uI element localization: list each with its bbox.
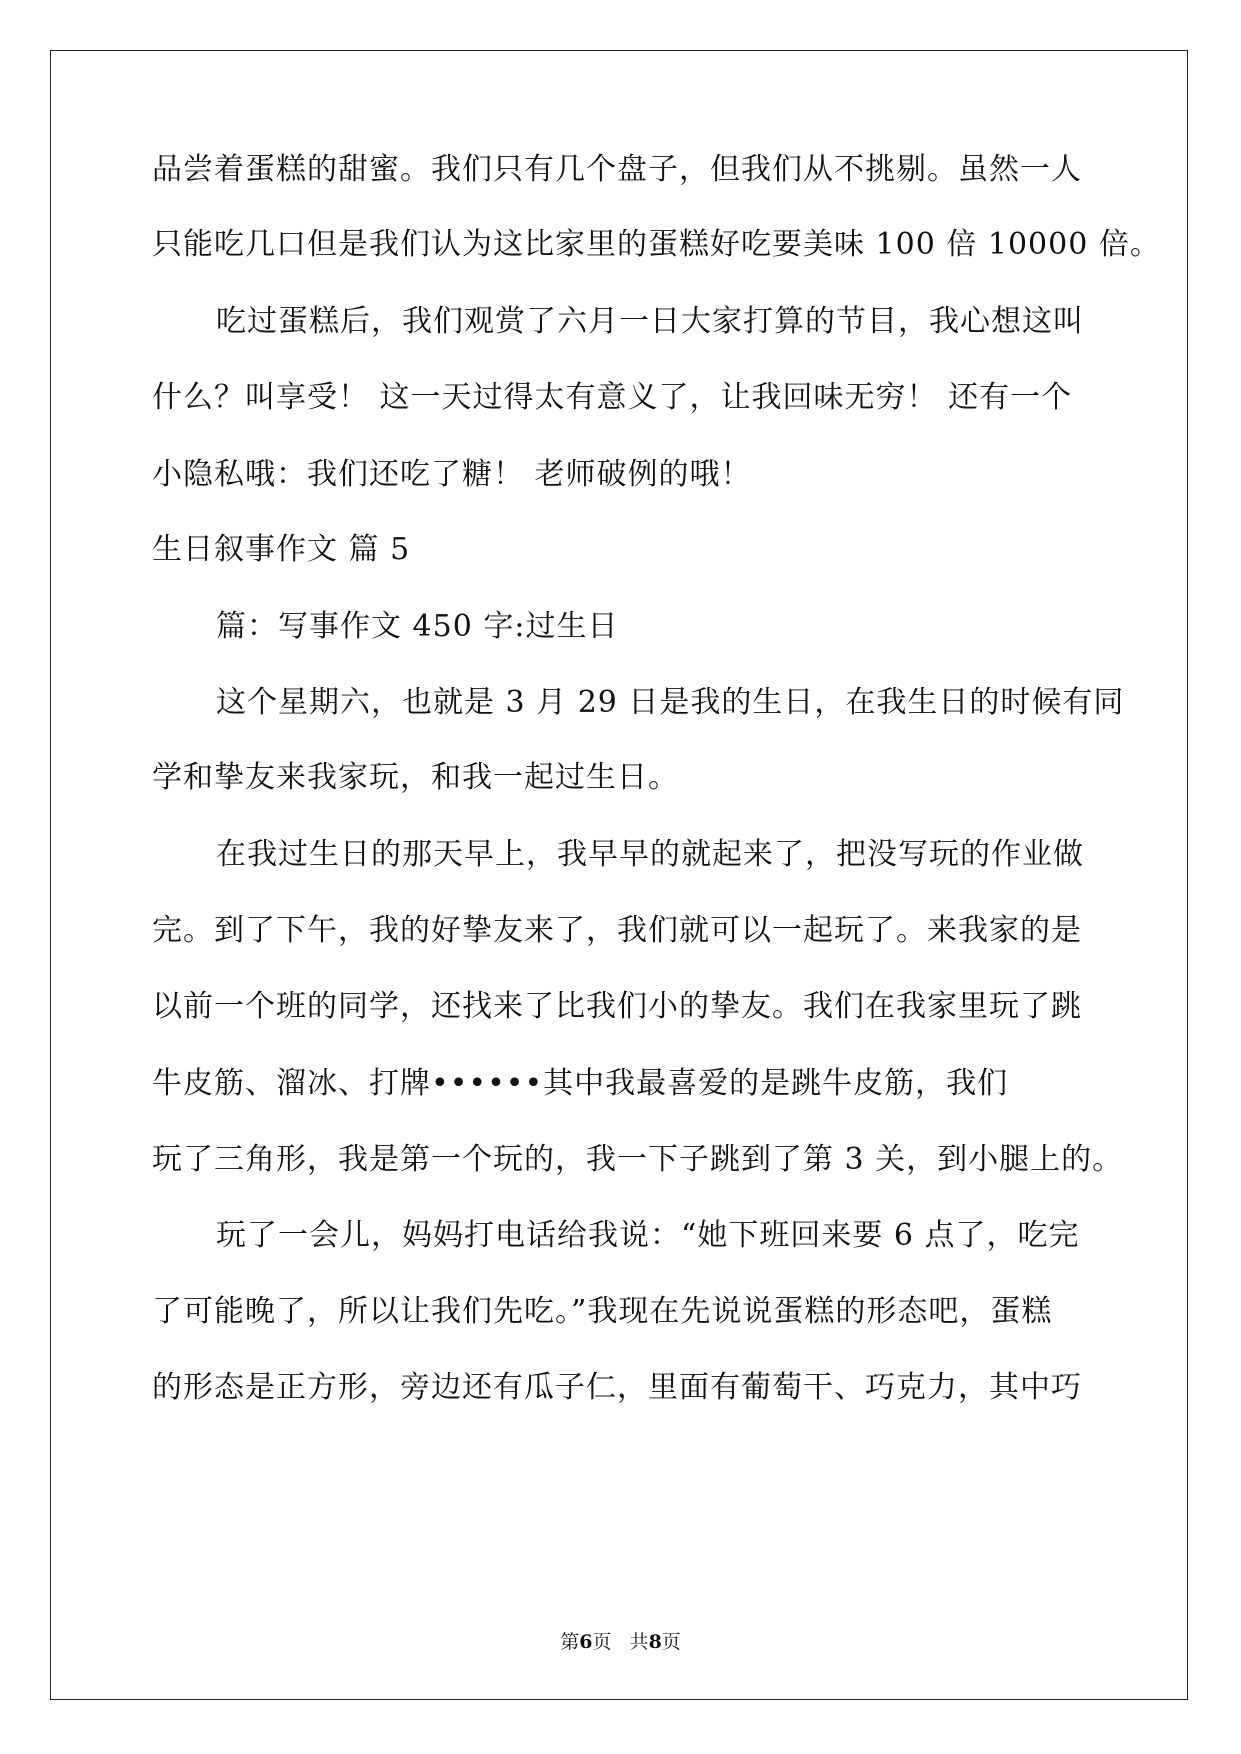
current-page-number: 6 [579,1631,593,1653]
body-line: 学和挚友来我家玩，和我一起过生日。 [152,760,679,795]
body-line: 小隐私哦：我们还吃了糖！ 老师破例的哦！ [152,457,752,492]
section-heading: 生日叙事作文 篇 5 [152,532,411,567]
page-frame [50,50,1188,1700]
body-line: 以前一个班的同学，还找来了比我们小的挚友。我们在我家里玩了跳 [152,989,1082,1024]
body-line: 什么？叫享受！ 这一天过得太有意义了，让我回味无穷！ 还有一个 [152,380,1073,415]
subtitle-line: 篇：写事作文 450 字:过生日 [216,609,619,644]
footer-prefix: 第 [560,1631,580,1653]
footer-middle: 页 共 [592,1631,649,1653]
paragraph-start-line: 玩了一会儿，妈妈打电话给我说：“她下班回来要 6 点了，吃完 [216,1218,1080,1253]
paragraph-start-line: 吃过蛋糕后，我们观赏了六月一日大家打算的节目，我心想这叫 [216,304,1084,339]
body-line: 牛皮筋、溜冰、打牌••••••其中我最喜爱的是跳牛皮筋，我们 [152,1066,1009,1101]
page-footer [0,1630,1241,1654]
body-line: 只能吃几口但是我们认为这比家里的蛋糕好吃要美味 100 倍 10000 倍。 [152,227,1161,262]
footer-suffix: 页 [661,1631,681,1653]
paragraph-start-line: 这个星期六，也就是 3 月 29 日是我的生日，在我生日的时候有同 [216,685,1125,720]
body-line: 品尝着蛋糕的甜蜜。我们只有几个盘子，但我们从不挑剔。虽然一人 [152,152,1082,187]
body-line: 玩了三角形，我是第一个玩的，我一下子跳到了第 3 关，到小腿上的。 [152,1142,1124,1177]
body-line: 了可能晚了，所以让我们先吃。”我现在先说说蛋糕的形态吧，蛋糕 [152,1294,1053,1329]
paragraph-start-line: 在我过生日的那天早上，我早早的就起来了，把没写玩的作业做 [216,837,1084,872]
body-line: 的形态是正方形，旁边还有瓜子仁，里面有葡萄干、巧克力，其中巧 [152,1370,1082,1405]
total-page-number: 8 [648,1631,662,1653]
body-line: 完。到了下午，我的好挚友来了，我们就可以一起玩了。来我家的是 [152,913,1082,948]
